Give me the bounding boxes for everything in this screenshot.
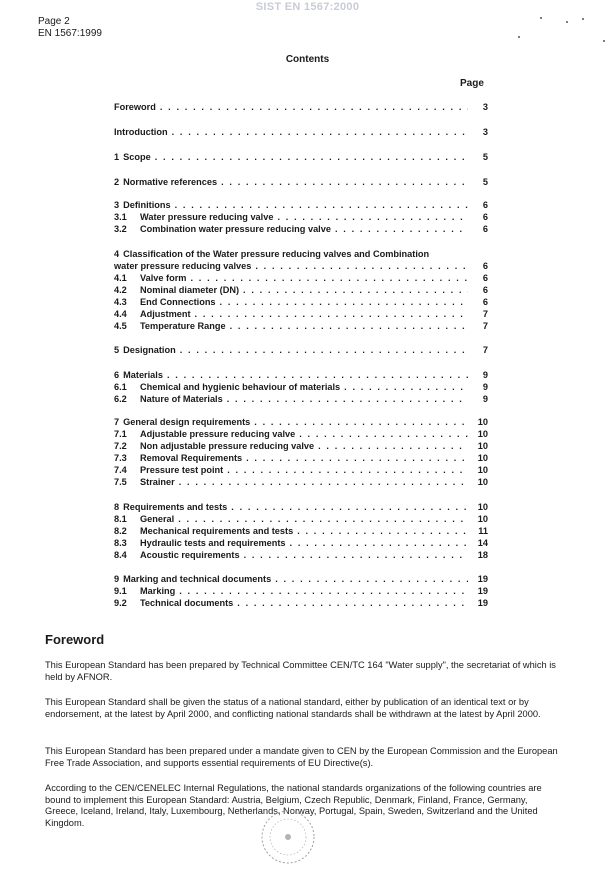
leader-dots xyxy=(179,476,468,488)
toc-entry-number: 7 xyxy=(114,417,120,427)
leader-dots xyxy=(237,597,468,609)
toc-entry-number: 4 xyxy=(114,249,120,259)
toc-entry-number: 6.1 xyxy=(114,382,127,392)
toc-entry-title: General xyxy=(140,514,175,524)
toc-entry-title: Foreword xyxy=(114,102,156,112)
toc-entry-number: 8 xyxy=(114,502,120,512)
toc-entry-number: 1 xyxy=(114,152,120,162)
toc-entry[interactable] xyxy=(114,381,488,393)
document-id: EN 1567:1999 xyxy=(38,28,102,39)
leader-dots xyxy=(297,525,468,537)
toc-entry-page: 19 xyxy=(477,586,488,596)
toc-entry[interactable] xyxy=(114,537,488,549)
toc-entry-title: Classification of the Water pressure reducing valves and Combination xyxy=(123,249,430,259)
leader-dots xyxy=(155,151,468,163)
leader-dots xyxy=(290,537,468,549)
toc-entry-title: Mechanical requirements and tests xyxy=(140,526,294,536)
leader-dots xyxy=(227,464,468,476)
toc-entry-number: 3.2 xyxy=(114,224,127,234)
toc-entry-number: 8.1 xyxy=(114,514,127,524)
toc-entry[interactable] xyxy=(114,308,488,320)
toc-entry-number: 4.4 xyxy=(114,309,127,319)
toc-entry-page: 18 xyxy=(477,550,488,560)
leader-dots xyxy=(244,549,468,561)
toc-entry-page: 6 xyxy=(482,200,488,210)
toc-entry-page: 5 xyxy=(482,177,488,187)
toc-entry-number: 5 xyxy=(114,345,120,355)
leader-dots xyxy=(277,211,468,223)
toc-entry-page: 10 xyxy=(477,477,488,487)
toc-entry-page: 3 xyxy=(482,102,488,112)
toc-entry-page: 6 xyxy=(482,285,488,295)
toc-entry-number: 7.3 xyxy=(114,453,127,463)
toc-entry[interactable] xyxy=(114,597,488,609)
toc-entry-title: Scope xyxy=(123,152,151,162)
toc-entry-title: Water pressure reducing valve xyxy=(140,212,274,222)
toc-entry[interactable] xyxy=(114,501,488,513)
leader-dots xyxy=(221,176,468,188)
leader-dots xyxy=(220,296,468,308)
toc-entry-number: 7.1 xyxy=(114,429,127,439)
toc-entry-page: 3 xyxy=(482,127,488,137)
contents-title: Contents xyxy=(285,54,330,65)
page-number: Page 2 xyxy=(38,16,70,27)
toc-entry-heading xyxy=(114,248,488,260)
toc-entry-number: 6.2 xyxy=(114,394,127,404)
toc-entry-title: Removal Requirements xyxy=(140,453,243,463)
scan-speck xyxy=(518,36,520,38)
toc-entry-page: 6 xyxy=(482,212,488,222)
toc-entry-title: Adjustment xyxy=(140,309,191,319)
leader-dots xyxy=(167,369,468,381)
toc-entry-number: 9.1 xyxy=(114,586,127,596)
scan-speck xyxy=(540,17,542,19)
toc-entry-page: 9 xyxy=(482,382,488,392)
toc-entry-number: 9.2 xyxy=(114,598,127,608)
leader-dots xyxy=(243,284,468,296)
toc-entry[interactable] xyxy=(114,369,488,381)
toc-entry[interactable] xyxy=(114,176,488,188)
foreword-paragraph-2: This European Standard shall be given the status of a national standard, either by publication of an identical text or by endorsement, at the latest by April 2000, and conflicting national standards shall be withdrawn at the latest by April 2000. xyxy=(45,697,541,719)
toc-entry-title: Definitions xyxy=(123,200,171,210)
leader-dots xyxy=(275,573,468,585)
toc-entry-title: Marking xyxy=(140,586,176,596)
toc-entry[interactable] xyxy=(114,428,488,440)
toc-entry[interactable] xyxy=(114,126,488,138)
toc-entry[interactable] xyxy=(114,223,488,235)
toc-entry[interactable] xyxy=(114,525,488,537)
toc-entry-number: 7.4 xyxy=(114,465,127,475)
toc-entry[interactable] xyxy=(114,452,488,464)
toc-entry-title: Introduction xyxy=(114,127,168,137)
toc-entry-title: Non adjustable pressure reducing valve xyxy=(140,441,315,451)
toc-entry-number: 8.4 xyxy=(114,550,127,560)
leader-dots xyxy=(318,440,468,452)
toc-entry-title: Nominal diameter (DN) xyxy=(140,285,240,295)
leader-dots xyxy=(180,344,468,356)
leader-dots xyxy=(335,223,468,235)
toc-entry[interactable] xyxy=(114,199,488,211)
leader-dots xyxy=(175,199,468,211)
toc-entry[interactable] xyxy=(114,513,488,525)
toc-entry-page: 7 xyxy=(482,309,488,319)
toc-entry-title: Pressure test point xyxy=(140,465,224,475)
leader-dots xyxy=(231,501,468,513)
toc-entry-title-continued: water pressure reducing valves xyxy=(114,261,252,271)
toc-entry-title: Adjustable pressure reducing valve xyxy=(140,429,296,439)
page-column-label: Page xyxy=(460,78,484,89)
toc-entry-title: Materials xyxy=(123,370,163,380)
toc-entry-title: End Connections xyxy=(140,297,216,307)
toc-entry-number: 8.3 xyxy=(114,538,127,548)
leader-dots xyxy=(179,585,468,597)
toc-entry-page: 5 xyxy=(482,152,488,162)
toc-entry[interactable] xyxy=(114,585,488,597)
toc-entry-page: 10 xyxy=(477,429,488,439)
toc-entry-page: 9 xyxy=(482,394,488,404)
toc-entry-title: Designation xyxy=(123,345,176,355)
toc-entry[interactable] xyxy=(114,476,488,488)
foreword-paragraph-1: This European Standard has been prepared by Technical Committee CEN/TC 164 "Water supply", the secretariat of which is held by AFNOR. xyxy=(45,660,556,682)
toc-entry-title: General design requirements xyxy=(123,417,251,427)
toc-entry-page: 14 xyxy=(477,538,488,548)
toc-entry-number: 4.5 xyxy=(114,321,127,331)
toc-entry[interactable] xyxy=(114,549,488,561)
leader-dots xyxy=(195,308,468,320)
toc-entry-number: 4.3 xyxy=(114,297,127,307)
toc-entry-page: 11 xyxy=(478,526,488,536)
toc-entry[interactable] xyxy=(114,440,488,452)
toc-entry-page: 10 xyxy=(477,441,488,451)
toc-entry[interactable] xyxy=(114,416,488,428)
foreword-title: Foreword xyxy=(45,632,105,647)
toc-entry-number: 6 xyxy=(114,370,120,380)
toc-entry-title: Valve form xyxy=(140,273,187,283)
toc-entry-title: Strainer xyxy=(140,477,175,487)
toc-entry-page: 10 xyxy=(477,502,488,512)
toc-entry-number: 9 xyxy=(114,574,120,584)
watermark: SIST EN 1567:2000 xyxy=(255,1,360,13)
toc-entry-page: 19 xyxy=(477,574,488,584)
toc-entry[interactable] xyxy=(114,272,488,284)
leader-dots xyxy=(299,428,468,440)
toc-entry-page: 7 xyxy=(482,321,488,331)
leader-dots xyxy=(255,260,468,272)
toc-entry-page: 10 xyxy=(477,465,488,475)
toc-entry[interactable] xyxy=(114,211,488,223)
toc-entry-number: 8.2 xyxy=(114,526,127,536)
toc-entry-number: 4.2 xyxy=(114,285,127,295)
toc-entry[interactable] xyxy=(114,464,488,476)
toc-entry-number: 7.2 xyxy=(114,441,127,451)
toc-entry-page: 9 xyxy=(482,370,488,380)
toc-entry-page: 6 xyxy=(482,224,488,234)
leader-dots xyxy=(190,272,468,284)
toc-entry-title: Marking and technical documents xyxy=(123,574,272,584)
toc-entry[interactable] xyxy=(114,320,488,332)
toc-entry-title: Hydraulic tests and requirements xyxy=(140,538,286,548)
leader-dots xyxy=(230,320,468,332)
foreword-paragraph-4: According to the CEN/CENELEC Internal Regulations, the national standards organizations of the following countries are bound to implement this European Standard: Austria, Belgium, Czech Republic, Denmark, Finland, France, Germany, Greece, Iceland, Ireland, Italy, Luxembourg, Netherlands, Norway, Portugal, Spain, Sweden, Switzerland and the United Kingdom. xyxy=(45,783,542,828)
toc-entry-title: Nature of Materials xyxy=(140,394,223,404)
scan-speck xyxy=(603,40,605,42)
toc-entry-number: 4.1 xyxy=(114,273,127,283)
toc-entry-page: 6 xyxy=(482,273,488,283)
toc-entry-page: 6 xyxy=(482,261,488,271)
toc-entry-page: 10 xyxy=(477,417,488,427)
toc-entry-title: Combination water pressure reducing valve xyxy=(140,224,331,234)
leader-dots xyxy=(344,381,468,393)
toc-entry-page: 19 xyxy=(477,598,488,608)
toc-entry-number: 2 xyxy=(114,177,120,187)
leader-dots xyxy=(178,513,468,525)
toc-entry[interactable] xyxy=(114,151,488,163)
toc-entry[interactable] xyxy=(114,260,488,272)
toc-entry-number: 3 xyxy=(114,200,120,210)
foreword-paragraph-3: This European Standard has been prepared under a mandate given to CEN by the European Commission and the European Free Trade Association, and supports essential requirements of EU Directive(s). xyxy=(45,746,558,768)
toc-entry-title: Normative references xyxy=(123,177,218,187)
toc-entry-title: Acoustic requirements xyxy=(140,550,240,560)
toc-entry-title: Chemical and hygienic behaviour of materials xyxy=(140,382,341,392)
toc-entry-title: Temperature Range xyxy=(140,321,226,331)
scan-speck xyxy=(566,21,568,23)
toc-entry[interactable] xyxy=(114,393,488,405)
toc-entry-page: 10 xyxy=(477,514,488,524)
official-stamp xyxy=(258,806,318,868)
toc-entry-page: 10 xyxy=(477,453,488,463)
leader-dots xyxy=(227,393,468,405)
toc-entry[interactable] xyxy=(114,101,488,113)
toc-entry-number: 7.5 xyxy=(114,477,127,487)
leader-dots xyxy=(160,101,468,113)
toc-entry-number: 3.1 xyxy=(114,212,127,222)
toc-entry[interactable] xyxy=(114,284,488,296)
toc-entry-page: 7 xyxy=(482,345,488,355)
toc-entry-page: 6 xyxy=(482,297,488,307)
toc-entry[interactable] xyxy=(114,344,488,356)
toc-entry-title: Requirements and tests xyxy=(123,502,228,512)
toc-entry[interactable] xyxy=(114,296,488,308)
toc-entry-title: Technical documents xyxy=(140,598,234,608)
leader-dots xyxy=(172,126,468,138)
scan-speck xyxy=(582,18,584,20)
toc-entry[interactable] xyxy=(114,573,488,585)
leader-dots xyxy=(246,452,468,464)
leader-dots xyxy=(254,416,468,428)
